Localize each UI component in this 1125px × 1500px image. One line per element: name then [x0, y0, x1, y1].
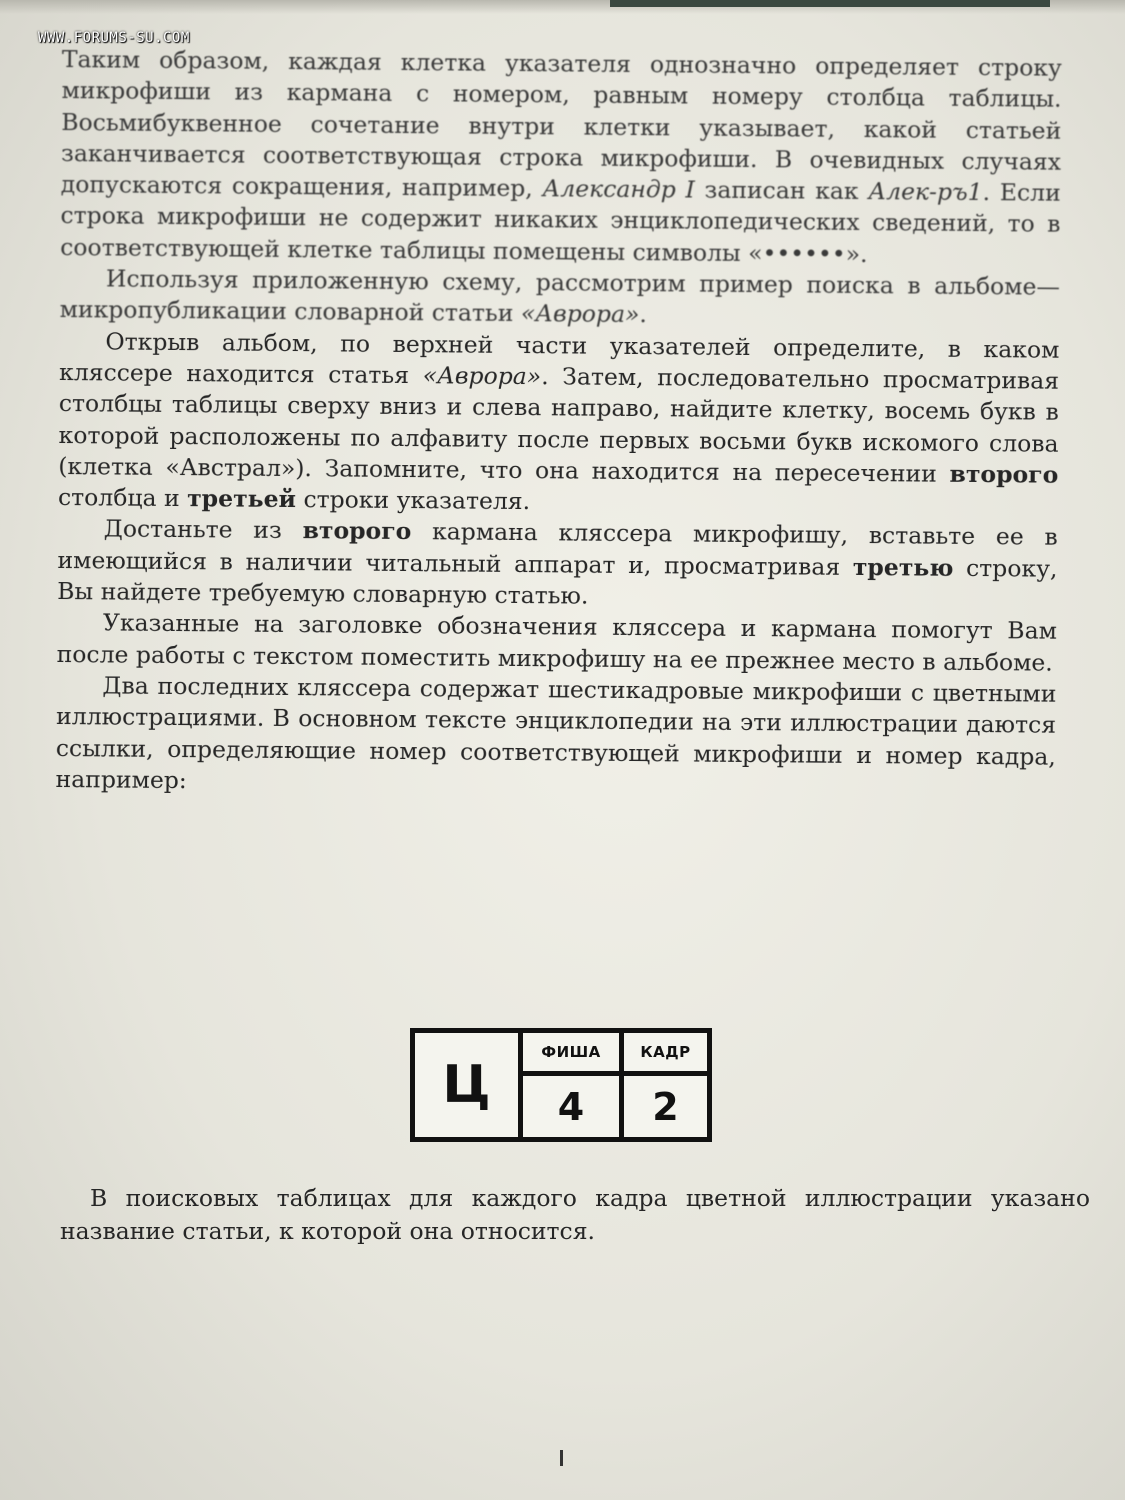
body-text	[55, 44, 1062, 804]
badge-frame-label: КАДР	[624, 1033, 707, 1076]
p3-text-4: строки указателя.	[295, 485, 531, 516]
p4-text-1: Достаньте из	[103, 514, 303, 545]
closing-paragraph: В поисковых таблицах для каждого кадра цветной иллюстрации указано название статьи, к которой она относится.	[60, 1184, 1090, 1245]
p3-bold-1: второго	[949, 459, 1059, 489]
closing-text	[60, 1182, 1090, 1248]
p3-bold-2: третьей	[187, 484, 297, 514]
p3-italic-1: «Аврора»	[422, 361, 542, 391]
paragraph-5: Указанные на заголовке обозначения кляссера и кармана помогут Вам после работы с текстом поместить микрофишу на ее прежнее место в альбоме.	[56, 608, 1058, 677]
paragraph-6: Два последних кляссера содержат шестикадровые микрофиши с цветными иллюстрациями. В основном тексте энциклопедии на эти иллюстрации даются ссылки, определяющие номер соответствующей микрофиши и номер кадра, например:	[55, 671, 1057, 794]
p4-text-3: строку, Вы найдете требуемую словарную статью.	[57, 553, 1058, 610]
paragraph-3	[58, 326, 1060, 523]
p4-text-2: кармана кляссера микрофишу, вставьте ее в имеющийся в наличии читальный аппарат и, просматривая	[57, 517, 1058, 581]
paragraph-2	[60, 263, 1061, 334]
p4-bold-2: третью	[852, 552, 954, 582]
p3-text-2: . Затем, последовательно просматривая столбцы таблицы сверху вниз и слева направо, найдите клетку, восемь букв в которой расположены по алфавиту после первых восьми букв искомого слова (клетка «Австрал»). Запомните, что она находится на пересечении	[58, 362, 1060, 488]
p1-text-2: записан как	[694, 175, 869, 206]
p1-text-1: Таким образом, каждая клетка указателя однозначно определяет строку микрофиши из кармана с номером, равным номеру столбца таблицы. Восьмибуквенное сочетание внутри клетки указывает, какой статьей заканчивается соответствующая строка микрофиши. В очевидных случаях допускаются сокращения, например,	[60, 44, 1062, 203]
badge-fiche-column	[523, 1033, 624, 1137]
page-mark	[560, 1450, 563, 1466]
watermark: WWW.FORUMS-SU.COM	[38, 30, 190, 46]
p3-text-3: столбца и	[57, 483, 188, 513]
badge-frame-value: 2	[652, 1084, 679, 1129]
p1-italic-2: Алек-ръ1	[868, 177, 983, 207]
reference-badge	[410, 1028, 712, 1142]
p1-italic-1: Александр I	[542, 174, 695, 204]
p3-text-1: Открыв альбом, по верхней части указателей определите, в каком кляссере находится статья	[59, 327, 1060, 390]
badge-letter: Ц	[415, 1033, 523, 1137]
paragraph-1	[60, 44, 1062, 272]
p2-italic-1: «Аврора»	[520, 299, 640, 329]
p1-text-3: . Если строка микрофиши не содержит никаких энциклопедических сведений, то в соответствующей клетке таблицы помещены символы «••••••».	[60, 178, 1061, 268]
badge-fiche-label: ФИША	[523, 1033, 619, 1076]
p2-text-1: Используя приложенную схему, рассмотрим пример поиска в альбоме—микропубликации словарной статьи	[59, 264, 1061, 328]
p2-text-2: .	[639, 300, 647, 329]
top-dark-bar	[610, 0, 1050, 7]
paragraph-4	[57, 513, 1058, 616]
badge-fiche-value: 4	[557, 1084, 585, 1129]
badge-frame-column	[624, 1033, 707, 1137]
p4-bold-1: второго	[302, 516, 412, 546]
